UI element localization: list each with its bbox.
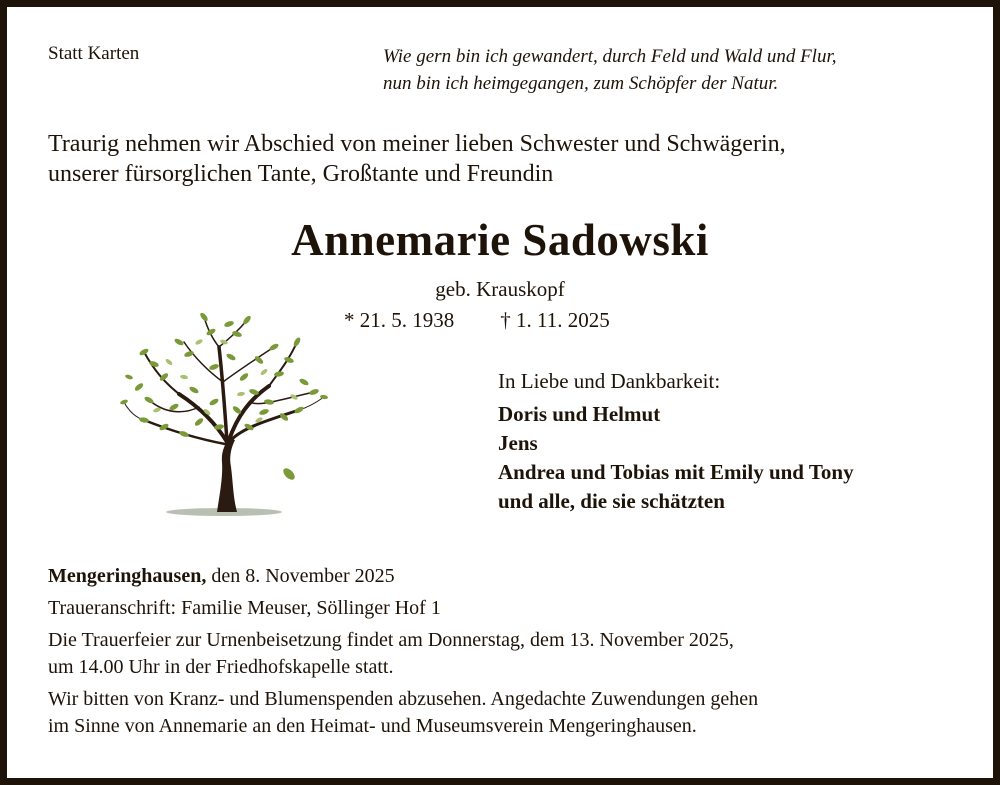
poem xyxy=(383,43,837,97)
donation-info xyxy=(48,686,758,740)
poem-line: Wie gern bin ich gewandert, durch Feld und Wald und Flur, xyxy=(383,46,837,67)
place-date xyxy=(48,563,758,590)
mourners-list xyxy=(498,400,854,516)
donation-line: im Sinne von Annemarie an den Heimat- und Museumsverein Mengeringhausen. xyxy=(48,715,697,737)
statt-karten-label: Statt Karten xyxy=(48,43,140,64)
death-date: † 1. 11. 2025 xyxy=(500,308,610,332)
intro-text xyxy=(48,129,786,189)
tree-icon xyxy=(119,302,329,522)
mourning-address: Traueranschrift: Familie Meuser, Söllinger Hof 1 xyxy=(48,597,441,619)
poem-line: nun bin ich heimgegangen, zum Schöpfer der Natur. xyxy=(383,73,779,94)
ceremony-line: um 14.00 Uhr in der Friedhofskapelle statt. xyxy=(48,656,394,678)
place: Mengeringhausen, xyxy=(48,565,207,587)
ceremony-info xyxy=(48,627,758,681)
falling-leaf-icon xyxy=(281,466,297,482)
ceremony-line: Die Trauerfeier zur Urnenbeisetzung findet am Donnerstag, dem 13. November 2025, xyxy=(48,629,734,651)
maiden-name: geb. Krauskopf xyxy=(435,277,565,301)
date: den 8. November 2025 xyxy=(206,565,395,587)
birth-date: * 21. 5. 1938 xyxy=(344,308,455,332)
mourner-name: Doris und Helmut xyxy=(498,402,661,426)
mourner-name: Andrea und Tobias mit Emily und Tony xyxy=(498,460,854,484)
donation-line: Wir bitten von Kranz- und Blumenspenden abzusehen. Angedachte Zuwendungen gehen xyxy=(48,688,759,710)
footer-info xyxy=(48,563,758,745)
intro-line: unserer fürsorglichen Tante, Großtante und Freundin xyxy=(48,161,554,187)
intro-line: Traurig nehmen wir Abschied von meiner lieben Schwester und Schwägerin, xyxy=(48,131,786,157)
mourner-name: und alle, die sie schätzten xyxy=(498,489,725,513)
obituary-card xyxy=(7,7,993,778)
deceased-name: Annemarie Sadowski xyxy=(291,215,709,265)
mourners-heading: In Liebe und Dankbarkeit: xyxy=(498,369,721,393)
mourner-name: Jens xyxy=(498,431,538,455)
life-dates xyxy=(344,308,610,333)
